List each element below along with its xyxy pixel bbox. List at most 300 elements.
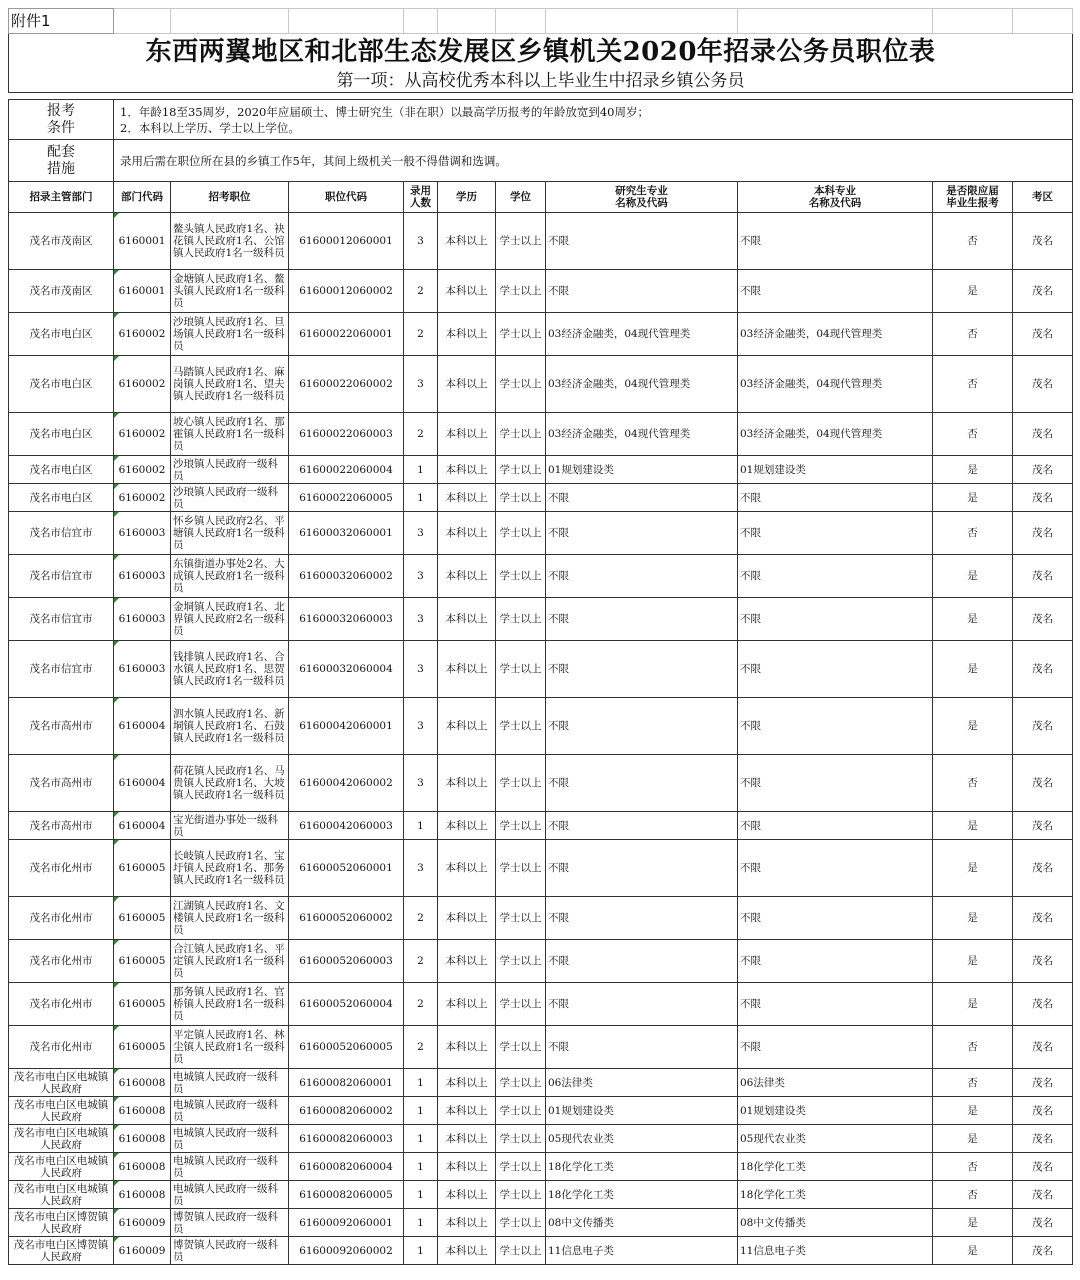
degree-cell: 学士以上 xyxy=(496,413,546,456)
dept-cell: 茂名市化州市 xyxy=(9,840,114,897)
grad-major-cell: 06法律类 xyxy=(546,1069,738,1097)
fresh-only-cell: 是 xyxy=(933,598,1013,641)
table-row xyxy=(9,270,1073,313)
count-cell: 3 xyxy=(404,512,438,555)
position-cell: 那务镇人民政府1名、官桥镇人民政府1名一级科员 xyxy=(171,983,289,1026)
position-cell: 电城镇人民政府一级科员 xyxy=(171,1181,289,1209)
fresh-only-cell: 否 xyxy=(933,356,1013,413)
position-code-cell: 61600042060001 xyxy=(289,698,404,755)
dept-cell: 茂名市茂南区 xyxy=(9,213,114,270)
dept-code-cell: 6160008 xyxy=(114,1097,171,1125)
exam-area-cell: 茂名 xyxy=(1013,1209,1073,1237)
table-row xyxy=(9,598,1073,641)
dept-cell: 茂名市信宜市 xyxy=(9,641,114,698)
header-count: 录用 人数 xyxy=(404,182,438,213)
dept-code-cell: 6160008 xyxy=(114,1181,171,1209)
dept-code-cell: 6160008 xyxy=(114,1153,171,1181)
education-cell: 本科以上 xyxy=(438,1097,496,1125)
position-cell: 东镇街道办事处2名、大成镇人民政府1名一级科员 xyxy=(171,555,289,598)
fresh-only-cell: 是 xyxy=(933,840,1013,897)
position-cell: 合江镇人民政府1名、平定镇人民政府1名一级科员 xyxy=(171,940,289,983)
position-cell: 沙琅镇人民政府一级科员 xyxy=(171,456,289,484)
fresh-only-cell: 是 xyxy=(933,897,1013,940)
count-cell: 2 xyxy=(404,413,438,456)
degree-cell: 学士以上 xyxy=(496,313,546,356)
dept-code-cell: 6160009 xyxy=(114,1237,171,1265)
degree-cell: 学士以上 xyxy=(496,484,546,512)
exam-area-cell: 茂名 xyxy=(1013,1181,1073,1209)
header-position: 招考职位 xyxy=(171,182,289,213)
exam-area-cell: 茂名 xyxy=(1013,213,1073,270)
exam-area-cell: 茂名 xyxy=(1013,456,1073,484)
grad-major-cell: 不限 xyxy=(546,897,738,940)
position-cell: 江湖镇人民政府1名、文楼镇人民政府1名一级科员 xyxy=(171,897,289,940)
position-code-cell: 61600032060004 xyxy=(289,641,404,698)
grad-major-cell: 05现代农业类 xyxy=(546,1125,738,1153)
recruitment-table xyxy=(8,8,1073,1265)
fresh-only-cell: 否 xyxy=(933,1026,1013,1069)
dept-code-cell: 6160002 xyxy=(114,456,171,484)
position-cell: 电城镇人民政府一级科员 xyxy=(171,1153,289,1181)
dept-cell: 茂名市电白区电城镇人民政府 xyxy=(9,1181,114,1209)
dept-cell: 茂名市信宜市 xyxy=(9,555,114,598)
undergrad-major-cell: 06法律类 xyxy=(738,1069,933,1097)
exam-area-cell: 茂名 xyxy=(1013,897,1073,940)
fresh-only-cell: 是 xyxy=(933,484,1013,512)
header-area: 考区 xyxy=(1013,182,1073,213)
subtitle-row xyxy=(9,70,1073,93)
count-cell: 3 xyxy=(404,213,438,270)
count-cell: 1 xyxy=(404,484,438,512)
grad-major-cell: 不限 xyxy=(546,840,738,897)
measures-row xyxy=(9,140,1073,182)
dept-code-cell: 6160002 xyxy=(114,484,171,512)
count-cell: 3 xyxy=(404,598,438,641)
dept-code-cell: 6160005 xyxy=(114,983,171,1026)
count-cell: 3 xyxy=(404,555,438,598)
degree-cell: 学士以上 xyxy=(496,555,546,598)
attachment-row xyxy=(9,9,1073,34)
position-code-cell: 61600032060002 xyxy=(289,555,404,598)
dept-cell: 茂名市电白区 xyxy=(9,456,114,484)
exam-area-cell: 茂名 xyxy=(1013,698,1073,755)
count-cell: 1 xyxy=(404,1209,438,1237)
position-cell: 电城镇人民政府一级科员 xyxy=(171,1097,289,1125)
fresh-only-cell: 是 xyxy=(933,1097,1013,1125)
position-code-cell: 61600082060004 xyxy=(289,1153,404,1181)
grad-major-cell: 不限 xyxy=(546,812,738,840)
fresh-only-cell: 是 xyxy=(933,812,1013,840)
degree-cell: 学士以上 xyxy=(496,983,546,1026)
measures-label: 配套 措施 xyxy=(9,140,114,182)
education-cell: 本科以上 xyxy=(438,840,496,897)
exam-area-cell: 茂名 xyxy=(1013,1237,1073,1265)
position-code-cell: 61600052060001 xyxy=(289,840,404,897)
fresh-only-cell: 否 xyxy=(933,1153,1013,1181)
dept-code-cell: 6160008 xyxy=(114,1069,171,1097)
position-code-cell: 61600082060003 xyxy=(289,1125,404,1153)
table-row xyxy=(9,1153,1073,1181)
exam-area-cell: 茂名 xyxy=(1013,555,1073,598)
fresh-only-cell: 否 xyxy=(933,755,1013,812)
dept-code-cell: 6160003 xyxy=(114,641,171,698)
exam-area-cell: 茂名 xyxy=(1013,1125,1073,1153)
exam-area-cell: 茂名 xyxy=(1013,983,1073,1026)
exam-area-cell: 茂名 xyxy=(1013,1097,1073,1125)
table-row xyxy=(9,313,1073,356)
undergrad-major-cell: 03经济金融类，04现代管理类 xyxy=(738,413,933,456)
requirements-text xyxy=(114,100,1073,140)
undergrad-major-cell: 不限 xyxy=(738,698,933,755)
fresh-only-cell: 否 xyxy=(933,213,1013,270)
position-cell: 平定镇人民政府1名、林尘镇人民政府1名一级科员 xyxy=(171,1026,289,1069)
dept-cell: 茂名市电白区 xyxy=(9,313,114,356)
position-code-cell: 61600012060001 xyxy=(289,213,404,270)
exam-area-cell: 茂名 xyxy=(1013,755,1073,812)
undergrad-major-cell: 03经济金融类，04现代管理类 xyxy=(738,356,933,413)
position-code-cell: 61600022060003 xyxy=(289,413,404,456)
undergrad-major-cell: 01规划建设类 xyxy=(738,1097,933,1125)
education-cell: 本科以上 xyxy=(438,1026,496,1069)
exam-area-cell: 茂名 xyxy=(1013,356,1073,413)
dept-code-cell: 6160009 xyxy=(114,1209,171,1237)
dept-code-cell: 6160002 xyxy=(114,413,171,456)
education-cell: 本科以上 xyxy=(438,1181,496,1209)
position-cell: 沙琅镇人民政府1名、旦场镇人民政府1名一级科员 xyxy=(171,313,289,356)
dept-cell: 茂名市化州市 xyxy=(9,983,114,1026)
dept-cell: 茂名市电白区电城镇人民政府 xyxy=(9,1097,114,1125)
education-cell: 本科以上 xyxy=(438,755,496,812)
undergrad-major-cell: 不限 xyxy=(738,270,933,313)
degree-cell: 学士以上 xyxy=(496,456,546,484)
position-code-cell: 61600052060003 xyxy=(289,940,404,983)
fresh-only-cell: 否 xyxy=(933,512,1013,555)
table-row xyxy=(9,413,1073,456)
education-cell: 本科以上 xyxy=(438,413,496,456)
position-cell: 荷花镇人民政府1名、马贵镇人民政府1名、大坡镇人民政府1名一级科员 xyxy=(171,755,289,812)
position-cell: 金塘镇人民政府1名、鳌头镇人民政府1名一级科员 xyxy=(171,270,289,313)
position-code-cell: 61600042060002 xyxy=(289,755,404,812)
grad-major-cell: 不限 xyxy=(546,270,738,313)
position-cell: 博贺镇人民政府一级科员 xyxy=(171,1237,289,1265)
degree-cell: 学士以上 xyxy=(496,270,546,313)
grad-major-cell: 18化学化工类 xyxy=(546,1153,738,1181)
count-cell: 1 xyxy=(404,1181,438,1209)
education-cell: 本科以上 xyxy=(438,940,496,983)
undergrad-major-cell: 不限 xyxy=(738,512,933,555)
exam-area-cell: 茂名 xyxy=(1013,484,1073,512)
dept-code-cell: 6160003 xyxy=(114,598,171,641)
undergrad-major-cell: 不限 xyxy=(738,812,933,840)
position-code-cell: 61600042060003 xyxy=(289,812,404,840)
degree-cell: 学士以上 xyxy=(496,755,546,812)
degree-cell: 学士以上 xyxy=(496,512,546,555)
dept-cell: 茂名市信宜市 xyxy=(9,512,114,555)
exam-area-cell: 茂名 xyxy=(1013,940,1073,983)
exam-area-cell: 茂名 xyxy=(1013,1153,1073,1181)
dept-code-cell: 6160001 xyxy=(114,270,171,313)
degree-cell: 学士以上 xyxy=(496,1125,546,1153)
position-code-cell: 61600082060001 xyxy=(289,1069,404,1097)
count-cell: 3 xyxy=(404,641,438,698)
dept-code-cell: 6160005 xyxy=(114,840,171,897)
requirements-label: 报考 条件 xyxy=(9,100,114,140)
undergrad-major-cell: 05现代农业类 xyxy=(738,1125,933,1153)
header-pos-code: 职位代码 xyxy=(289,182,404,213)
degree-cell: 学士以上 xyxy=(496,840,546,897)
grad-major-cell: 08中文传播类 xyxy=(546,1209,738,1237)
dept-code-cell: 6160003 xyxy=(114,512,171,555)
table-row xyxy=(9,356,1073,413)
count-cell: 2 xyxy=(404,313,438,356)
position-cell: 电城镇人民政府一级科员 xyxy=(171,1125,289,1153)
education-cell: 本科以上 xyxy=(438,812,496,840)
fresh-only-cell: 否 xyxy=(933,313,1013,356)
degree-cell: 学士以上 xyxy=(496,213,546,270)
fresh-only-cell: 是 xyxy=(933,1125,1013,1153)
grad-major-cell: 不限 xyxy=(546,213,738,270)
position-cell: 马踏镇人民政府1名、麻岗镇人民政府1名、望夫镇人民政府1名一级科员 xyxy=(171,356,289,413)
table-row xyxy=(9,983,1073,1026)
position-code-cell: 61600032060001 xyxy=(289,512,404,555)
count-cell: 3 xyxy=(404,698,438,755)
degree-cell: 学士以上 xyxy=(496,812,546,840)
position-cell: 长岐镇人民政府1名、宝圩镇人民政府1名、那务镇人民政府1名一级科员 xyxy=(171,840,289,897)
fresh-only-cell: 否 xyxy=(933,413,1013,456)
exam-area-cell: 茂名 xyxy=(1013,1026,1073,1069)
fresh-only-cell: 是 xyxy=(933,1209,1013,1237)
header-ug-major: 本科专业 名称及代码 xyxy=(738,182,933,213)
count-cell: 3 xyxy=(404,755,438,812)
table-row xyxy=(9,456,1073,484)
degree-cell: 学士以上 xyxy=(496,641,546,698)
position-cell: 博贺镇人民政府一级科员 xyxy=(171,1209,289,1237)
grad-major-cell: 不限 xyxy=(546,940,738,983)
fresh-only-cell: 是 xyxy=(933,270,1013,313)
position-code-cell: 61600012060002 xyxy=(289,270,404,313)
fresh-only-cell: 是 xyxy=(933,983,1013,1026)
education-cell: 本科以上 xyxy=(438,1209,496,1237)
position-cell: 坡心镇人民政府1名、那霍镇人民政府1名一级科员 xyxy=(171,413,289,456)
education-cell: 本科以上 xyxy=(438,555,496,598)
dept-code-cell: 6160008 xyxy=(114,1125,171,1153)
education-cell: 本科以上 xyxy=(438,1237,496,1265)
education-cell: 本科以上 xyxy=(438,1153,496,1181)
education-cell: 本科以上 xyxy=(438,456,496,484)
table-row xyxy=(9,1069,1073,1097)
education-cell: 本科以上 xyxy=(438,512,496,555)
undergrad-major-cell: 08中文传播类 xyxy=(738,1209,933,1237)
table-row xyxy=(9,484,1073,512)
degree-cell: 学士以上 xyxy=(496,1181,546,1209)
exam-area-cell: 茂名 xyxy=(1013,598,1073,641)
table-row xyxy=(9,1181,1073,1209)
table-row xyxy=(9,698,1073,755)
dept-cell: 茂名市信宜市 xyxy=(9,598,114,641)
requirements-row xyxy=(9,100,1073,140)
position-code-cell: 61600052060002 xyxy=(289,897,404,940)
dept-cell: 茂名市化州市 xyxy=(9,940,114,983)
education-cell: 本科以上 xyxy=(438,598,496,641)
position-cell: 沙琅镇人民政府一级科员 xyxy=(171,484,289,512)
table-row xyxy=(9,512,1073,555)
count-cell: 1 xyxy=(404,1069,438,1097)
dept-cell: 茂名市电白区电城镇人民政府 xyxy=(9,1125,114,1153)
undergrad-major-cell: 不限 xyxy=(738,555,933,598)
dept-code-cell: 6160002 xyxy=(114,356,171,413)
position-code-cell: 61600022060001 xyxy=(289,313,404,356)
count-cell: 3 xyxy=(404,356,438,413)
position-code-cell: 61600022060004 xyxy=(289,456,404,484)
header-dept-code: 部门代码 xyxy=(114,182,171,213)
education-cell: 本科以上 xyxy=(438,641,496,698)
dept-code-cell: 6160005 xyxy=(114,940,171,983)
dept-cell: 茂名市化州市 xyxy=(9,1026,114,1069)
position-code-cell: 61600082060002 xyxy=(289,1097,404,1125)
dept-code-cell: 6160005 xyxy=(114,897,171,940)
count-cell: 1 xyxy=(404,456,438,484)
count-cell: 3 xyxy=(404,840,438,897)
education-cell: 本科以上 xyxy=(438,270,496,313)
exam-area-cell: 茂名 xyxy=(1013,270,1073,313)
grad-major-cell: 不限 xyxy=(546,484,738,512)
undergrad-major-cell: 11信息电子类 xyxy=(738,1237,933,1265)
education-cell: 本科以上 xyxy=(438,213,496,270)
table-row xyxy=(9,897,1073,940)
grad-major-cell: 不限 xyxy=(546,698,738,755)
position-code-cell: 61600092060001 xyxy=(289,1209,404,1237)
table-row xyxy=(9,940,1073,983)
position-cell: 泗水镇人民政府1名、新垌镇人民政府1名、石鼓镇人民政府1名一级科员 xyxy=(171,698,289,755)
undergrad-major-cell: 不限 xyxy=(738,598,933,641)
position-code-cell: 61600032060003 xyxy=(289,598,404,641)
dept-code-cell: 6160004 xyxy=(114,698,171,755)
dept-cell: 茂名市茂南区 xyxy=(9,270,114,313)
dept-code-cell: 6160004 xyxy=(114,755,171,812)
education-cell: 本科以上 xyxy=(438,1125,496,1153)
education-cell: 本科以上 xyxy=(438,983,496,1026)
undergrad-major-cell: 不限 xyxy=(738,983,933,1026)
exam-area-cell: 茂名 xyxy=(1013,512,1073,555)
grad-major-cell: 03经济金融类，04现代管理类 xyxy=(546,413,738,456)
exam-area-cell: 茂名 xyxy=(1013,413,1073,456)
column-header-row xyxy=(9,182,1073,213)
dept-cell: 茂名市电白区 xyxy=(9,356,114,413)
dept-cell: 茂名市化州市 xyxy=(9,897,114,940)
dept-cell: 茂名市电白区 xyxy=(9,484,114,512)
table-row xyxy=(9,1125,1073,1153)
dept-cell: 茂名市高州市 xyxy=(9,698,114,755)
header-degree: 学位 xyxy=(496,182,546,213)
grad-major-cell: 01规划建设类 xyxy=(546,456,738,484)
grad-major-cell: 11信息电子类 xyxy=(546,1237,738,1265)
header-fresh-only: 是否限应届 毕业生报考 xyxy=(933,182,1013,213)
undergrad-major-cell: 18化学化工类 xyxy=(738,1153,933,1181)
grad-major-cell: 不限 xyxy=(546,555,738,598)
degree-cell: 学士以上 xyxy=(496,1153,546,1181)
fresh-only-cell: 是 xyxy=(933,641,1013,698)
undergrad-major-cell: 不限 xyxy=(738,840,933,897)
undergrad-major-cell: 01规划建设类 xyxy=(738,456,933,484)
dept-cell: 茂名市电白区 xyxy=(9,413,114,456)
grad-major-cell: 18化学化工类 xyxy=(546,1181,738,1209)
grad-major-cell: 不限 xyxy=(546,755,738,812)
undergrad-major-cell: 不限 xyxy=(738,940,933,983)
title-row xyxy=(9,34,1073,71)
table-row xyxy=(9,812,1073,840)
page-title: 东西两翼地区和北部生态发展区乡镇机关2020年招录公务员职位表 xyxy=(9,34,1073,71)
undergrad-major-cell: 03经济金融类，04现代管理类 xyxy=(738,313,933,356)
undergrad-major-cell: 不限 xyxy=(738,641,933,698)
grad-major-cell: 不限 xyxy=(546,512,738,555)
fresh-only-cell: 是 xyxy=(933,456,1013,484)
dept-code-cell: 6160005 xyxy=(114,1026,171,1069)
dept-code-cell: 6160001 xyxy=(114,213,171,270)
grad-major-cell: 03经济金融类，04现代管理类 xyxy=(546,356,738,413)
header-grad-major: 研究生专业 名称及代码 xyxy=(546,182,738,213)
degree-cell: 学士以上 xyxy=(496,598,546,641)
dept-code-cell: 6160004 xyxy=(114,812,171,840)
position-code-cell: 61600092060002 xyxy=(289,1237,404,1265)
count-cell: 1 xyxy=(404,812,438,840)
grad-major-cell: 不限 xyxy=(546,641,738,698)
dept-code-cell: 6160002 xyxy=(114,313,171,356)
dept-code-cell: 6160003 xyxy=(114,555,171,598)
count-cell: 1 xyxy=(404,1125,438,1153)
degree-cell: 学士以上 xyxy=(496,897,546,940)
education-cell: 本科以上 xyxy=(438,897,496,940)
undergrad-major-cell: 不限 xyxy=(738,484,933,512)
grad-major-cell: 不限 xyxy=(546,983,738,1026)
dept-cell: 茂名市电白区博贺镇人民政府 xyxy=(9,1237,114,1265)
degree-cell: 学士以上 xyxy=(496,1237,546,1265)
dept-cell: 茂名市电白区博贺镇人民政府 xyxy=(9,1209,114,1237)
header-edu: 学历 xyxy=(438,182,496,213)
grad-major-cell: 不限 xyxy=(546,1026,738,1069)
education-cell: 本科以上 xyxy=(438,698,496,755)
fresh-only-cell: 是 xyxy=(933,698,1013,755)
table-row xyxy=(9,1237,1073,1265)
position-code-cell: 61600082060005 xyxy=(289,1181,404,1209)
dept-cell: 茂名市高州市 xyxy=(9,755,114,812)
page-subtitle: 第一项：从高校优秀本科以上毕业生中招录乡镇公务员 xyxy=(9,70,1073,93)
degree-cell: 学士以上 xyxy=(496,1026,546,1069)
position-cell: 怀乡镇人民政府2名、平塘镇人民政府1名一级科员 xyxy=(171,512,289,555)
table-row xyxy=(9,1097,1073,1125)
fresh-only-cell: 是 xyxy=(933,1237,1013,1265)
undergrad-major-cell: 不限 xyxy=(738,755,933,812)
measures-text: 录用后需在职位所在县的乡镇工作5年，其间上级机关一般不得借调和选调。 xyxy=(114,140,1073,182)
count-cell: 2 xyxy=(404,270,438,313)
position-code-cell: 61600022060002 xyxy=(289,356,404,413)
position-cell: 电城镇人民政府一级科员 xyxy=(171,1069,289,1097)
attachment-label: 附件1 xyxy=(9,9,114,34)
count-cell: 2 xyxy=(404,1026,438,1069)
position-cell: 金垌镇人民政府1名、北界镇人民政府2名一级科员 xyxy=(171,598,289,641)
count-cell: 1 xyxy=(404,1153,438,1181)
position-code-cell: 61600052060004 xyxy=(289,983,404,1026)
position-cell: 钱排镇人民政府1名、合水镇人民政府1名、思贺镇人民政府1名一级科员 xyxy=(171,641,289,698)
grad-major-cell: 03经济金融类，04现代管理类 xyxy=(546,313,738,356)
degree-cell: 学士以上 xyxy=(496,356,546,413)
count-cell: 2 xyxy=(404,940,438,983)
requirements-line-2: 2．本科以上学历、学士以上学位。 xyxy=(120,120,300,135)
degree-cell: 学士以上 xyxy=(496,1097,546,1125)
exam-area-cell: 茂名 xyxy=(1013,812,1073,840)
fresh-only-cell: 是 xyxy=(933,555,1013,598)
grad-major-cell: 01规划建设类 xyxy=(546,1097,738,1125)
table-row xyxy=(9,1209,1073,1237)
